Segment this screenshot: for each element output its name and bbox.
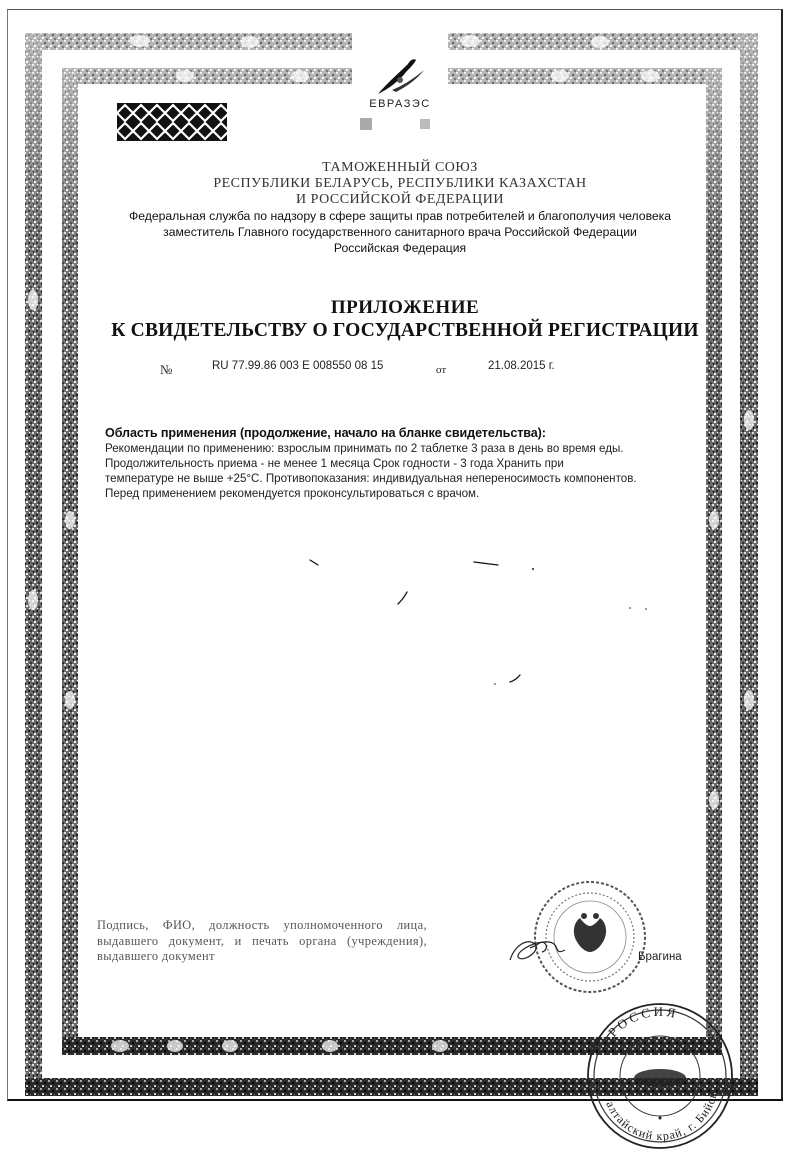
agency-name: Федеральная служба по надзору в сфере защиты прав потребителей и благополучия человека: [128, 209, 672, 223]
republics-line-1: РЕСПУБЛИКИ БЕЛАРУСЬ, РЕСПУБЛИКИ КАЗАХСТАН: [213, 176, 587, 191]
scope-line: Продолжительность приема - не менее 1 месяца Срок годности - 3 года Хранить при: [105, 457, 564, 470]
scope-line: температуре не выше +25°С. Противопоказания: индивидуальная непереносимость компонентов.: [105, 472, 637, 485]
svg-text:РОССИЯ: РОССИЯ: [605, 1003, 680, 1040]
registration-date: 21.08.2015 г.: [488, 360, 555, 372]
scope-line: Рекомендации по применению: взрослым принимать по 2 таблетке 3 раза в день во время еды.: [105, 442, 624, 455]
title-line-2: К СВИДЕТЕЛЬСТВУ О ГОСУДАРСТВЕННОЙ РЕГИСТРАЦИИ: [111, 320, 699, 341]
signature-caption: Подпись, ФИО, должность уполномоченного лица, выдавшего документ, и печать органа (учреждения), выдавшего документ: [97, 918, 427, 963]
registration-number-label: №: [160, 362, 173, 377]
title-line-1: ПРИЛОЖЕНИЕ: [330, 297, 480, 318]
union-name: ТАМОЖЕННЫЙ СОЮЗ: [322, 160, 478, 175]
signature-scribble: [505, 930, 585, 970]
scope-heading: Область применения (продолжение, начало на бланке свидетельства):: [105, 426, 546, 440]
company-seal-stamp: [580, 1000, 740, 1150]
official-title: заместитель Главного государственного санитарного врача Российской Федерации: [163, 225, 637, 239]
republics-line-2: И РОССИЙСКОЙ ФЕДЕРАЦИИ: [296, 192, 504, 207]
svg-text:алтайский край, г. Бийск: алтайский край, г. Бийск: [603, 1089, 721, 1144]
scope-line: Перед применением рекомендуется проконсультироваться с врачом.: [105, 487, 480, 500]
registration-number: RU 77.99.86 003 Е 008550 08 15: [212, 360, 384, 372]
logo-text: ЕВРАЗЭС: [369, 98, 431, 110]
registration-date-label: от: [436, 364, 447, 376]
signer-name: Брагина: [638, 951, 682, 963]
country-name: Российская Федерация: [333, 241, 467, 255]
